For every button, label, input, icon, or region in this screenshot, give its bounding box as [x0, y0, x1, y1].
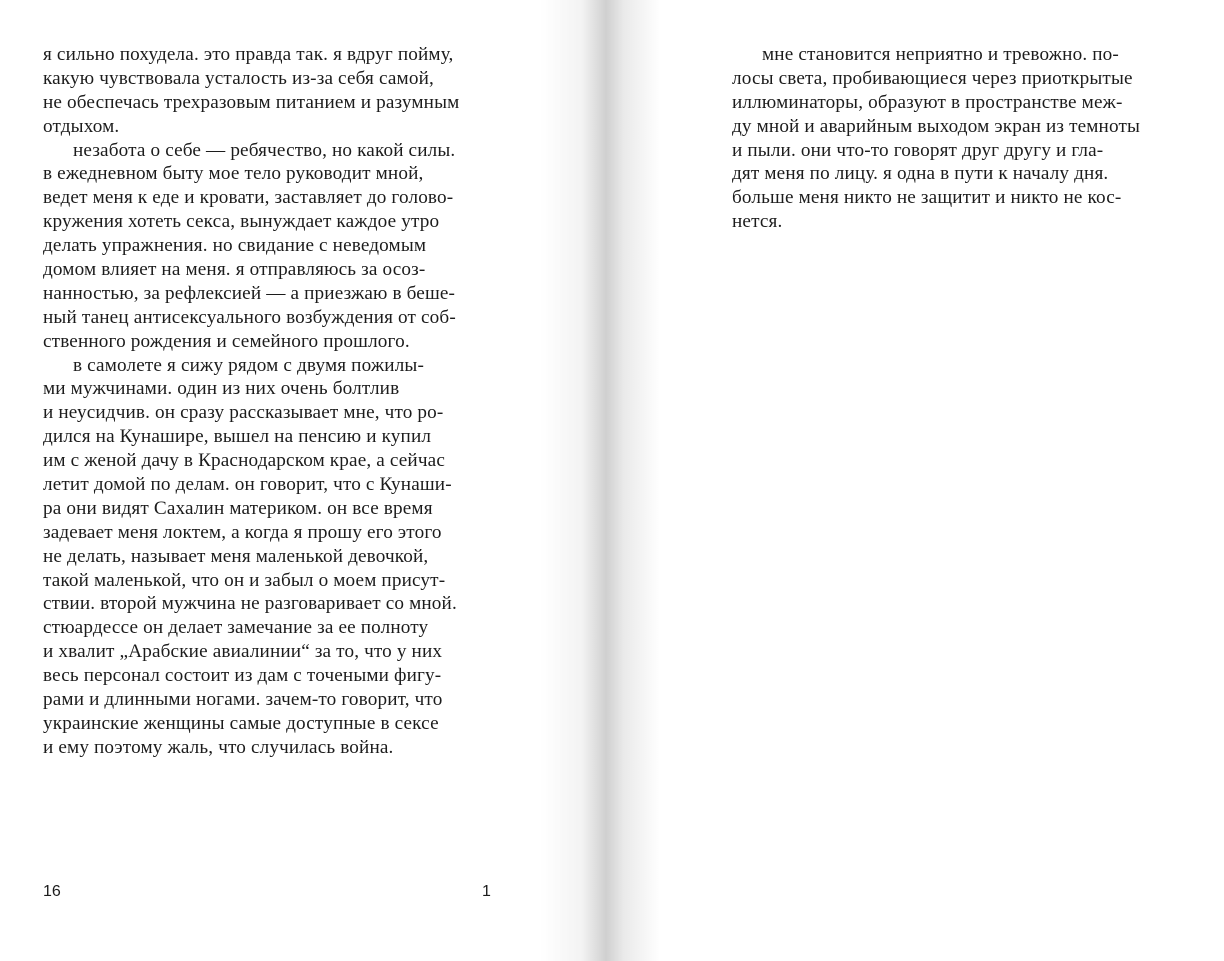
text-line: домом влияет на меня. я отправляюсь за осоз-: [43, 259, 426, 281]
text-line: дят меня по лицу. я одна в пути к началу дня.: [732, 163, 1109, 185]
text-line: и пыли. они что-то говорят друг другу и гла-: [732, 139, 1104, 161]
right-page-text: [732, 43, 1140, 234]
text-line: кружения хотеть секса, вынуждает каждое утро: [43, 211, 440, 233]
text-line: ду мной и аварийным выходом экран из темноты: [732, 115, 1141, 137]
text-line: задевает меня локтем, а когда я прошу его этого: [43, 521, 442, 543]
text-line: иллюминаторы, образуют в пространстве меж-: [732, 91, 1123, 113]
text-line: ми мужчинами. один из них очень болтлив: [43, 378, 400, 400]
text-line: не делать, называет меня маленькой девочкой,: [43, 545, 429, 567]
text-line: и ему поэтому жаль, что случилась война.: [43, 736, 394, 758]
footer-marker: 1: [482, 883, 491, 900]
text-line: и неусидчив. он сразу рассказывает мне, что ро-: [43, 402, 444, 424]
text-line: им с женой дачу в Краснодарском крае, а сейчас: [43, 450, 445, 472]
text-line: украинские женщины самые доступные в сексе: [43, 712, 439, 734]
page-number: 16: [43, 883, 61, 900]
text-line: не обеспечась трехразовым питанием и разумным: [43, 91, 460, 113]
text-line: нется.: [732, 211, 783, 233]
text-line: в самолете я сижу рядом с двумя пожилы-: [73, 354, 424, 376]
text-line: нанностью, за рефлексией — а приезжаю в беше-: [43, 282, 456, 304]
text-line: такой маленькой, что он и забыл о моем присут-: [43, 569, 446, 591]
text-line: стюардессе он делает замечание за ее полноту: [43, 617, 429, 639]
text-line: ный танец антисексуального возбуждения от соб-: [43, 306, 456, 328]
text-line: весь персонал состоит из дам с точеными фигу-: [43, 665, 442, 687]
left-page-text: [43, 43, 459, 760]
text-line: отдыхом.: [43, 115, 120, 137]
text-line: ственного рождения и семейного прошлого.: [43, 330, 410, 352]
text-line: и хвалит „Арабские авиалинии“ за то, что у них: [43, 641, 443, 663]
text-line: в ежедневном быту мое тело руководит мной,: [43, 163, 424, 185]
text-line: я сильно похудела. это правда так. я вдруг пойму,: [43, 44, 454, 65]
text-line: летит домой по делам. он говорит, что с Кунаши-: [43, 474, 452, 496]
text-line: незабота о себе — ребячество, но какой силы.: [73, 139, 456, 161]
text-line: лосы света, пробивающиеся через приоткрытые: [732, 67, 1133, 89]
text-line: какую чувствовала усталость из-за себя самой,: [43, 67, 434, 89]
text-line: ра они видят Сахалин материком. он все время: [43, 497, 433, 519]
text-line: мне становится неприятно и тревожно. по-: [762, 44, 1119, 65]
text-line: рами и длинными ногами. зачем-то говорит, что: [43, 689, 443, 711]
text-line: делать упражнения. но свидание с неведомым: [43, 235, 427, 257]
text-line: дился на Кунашире, вышел на пенсию и купил: [43, 426, 432, 448]
text-line: ствии. второй мужчина не разговаривает со мной.: [43, 593, 457, 615]
text-line: ведет меня к еде и кровати, заставляет до голово-: [43, 187, 454, 209]
text-line: больше меня никто не защитит и никто не кос-: [732, 187, 1122, 209]
